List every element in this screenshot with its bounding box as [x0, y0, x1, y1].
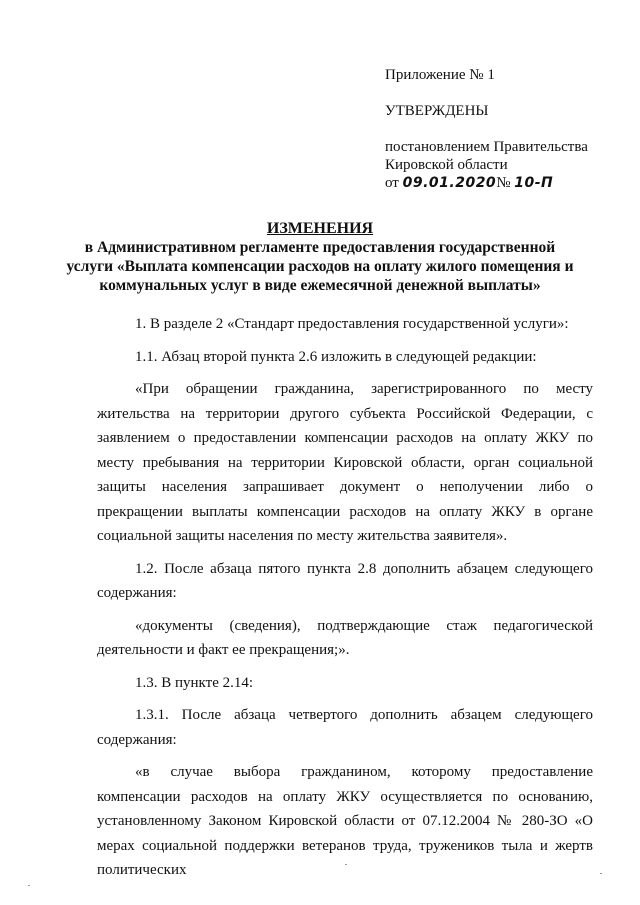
- approved-label: УТВЕРЖДЕНЫ: [385, 103, 489, 119]
- paragraph-1-3-1: 1.3.1. После абзаца четвертого дополнить абзацем следующего содержания:: [97, 707, 593, 748]
- number-sign: №: [496, 175, 511, 191]
- paragraph-quote-2: «документы (сведения), подтверждающие стаж педагогической деятельности и факт ее прекращения;».: [97, 617, 593, 658]
- paragraph-quote-3: «в случае выбора гражданином, которому предоставление компенсации расходов на оплату ЖКУ осуществляется по основанию, установленному Законом Кировской области от 07.12.2004 № 280-ЗО «О мерах социальной поддержки ветеранов труда, тружеников тыла и жертв политических: [97, 764, 593, 878]
- approved-by-line-1: постановлением Правительства: [385, 139, 588, 155]
- document-body: [97, 312, 593, 883]
- title-line-3: коммунальных услуг в виде ежемесячной денежной выплаты»: [99, 277, 541, 294]
- paragraph-1-2: 1.2. После абзаца пятого пункта 2.8 дополнить абзацем следующего содержания:: [97, 560, 593, 601]
- title-line-2: услуги «Выплата компенсации расходов на оплату жилого помещения и: [66, 258, 574, 275]
- appendix-label: Приложение № 1: [385, 67, 495, 83]
- title-main: ИЗМЕНЕНИЯ: [266, 220, 374, 237]
- approval-block: [385, 66, 625, 192]
- decree-date-number: [385, 174, 625, 192]
- scan-speck: [28, 885, 30, 886]
- paragraph-1-1: 1.1. Абзац второй пункта 2.6 изложить в следующей редакции:: [135, 348, 537, 365]
- from-prefix: от: [385, 175, 399, 191]
- paragraph-1: 1. В разделе 2 «Стандарт предоставления государственной услуги»:: [135, 316, 569, 332]
- scan-speck: [600, 873, 602, 874]
- document-title: [0, 219, 640, 295]
- title-line-1: в Административном регламенте предоставления государственной: [84, 239, 556, 256]
- paragraph-quote-1: «При обращении гражданина, зарегистрированного по месту жительства на территории другого субъекта Российской Федерации, с заявлением о предоставлении компенсации расходов на оплату ЖКУ по месту пребывания на территории Кировской области, орган социальной защиты населения запрашивает документ о неполучении либо о прекращении выплаты компенсации расходов на оплату ЖКУ в органе социальной защиты населения по месту жительства заявителя».: [97, 381, 593, 544]
- approved-by-line-2: Кировской области: [385, 157, 508, 173]
- handwritten-date: 09.01.2020: [402, 175, 497, 191]
- paragraph-1-3: 1.3. В пункте 2.14:: [135, 674, 254, 691]
- scan-speck: [345, 864, 347, 865]
- handwritten-number: 10-П: [514, 175, 554, 191]
